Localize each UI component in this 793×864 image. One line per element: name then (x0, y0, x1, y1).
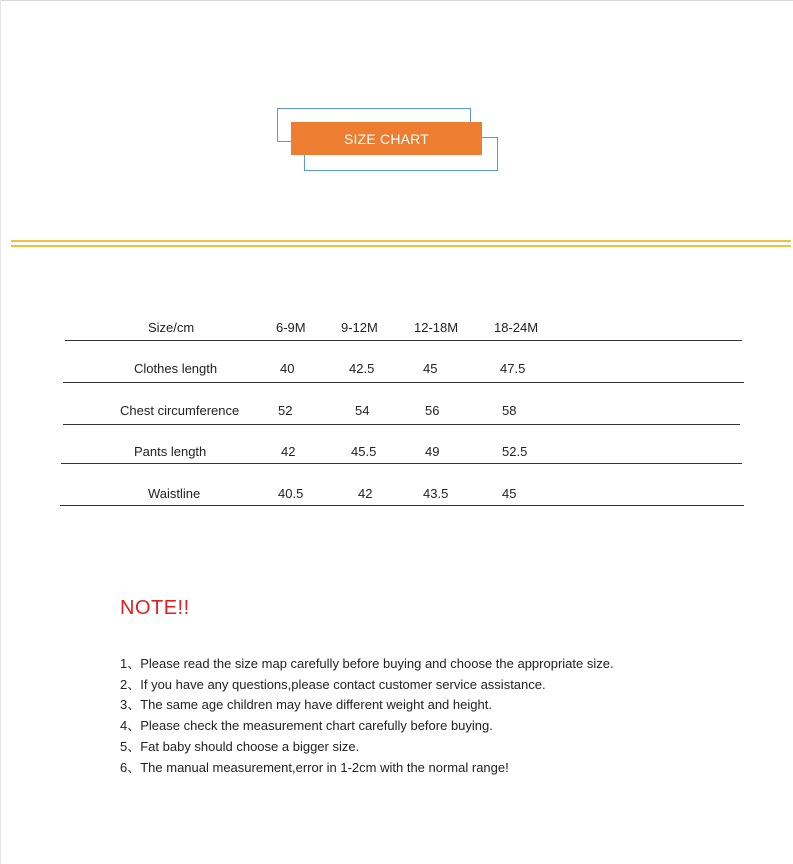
table-rule (61, 463, 742, 464)
table-cell: 42 (281, 444, 296, 459)
table-rule (65, 340, 742, 341)
size-chart-title: SIZE CHART (344, 130, 429, 147)
divider-line-top (11, 240, 791, 242)
note-item: 3、The same age children may have different weight and height. (120, 697, 492, 712)
page-left-border (0, 0, 1, 864)
table-header-label: Size/cm (148, 320, 195, 335)
table-cell: 42 (358, 486, 373, 501)
table-cell: 56 (425, 403, 440, 418)
table-header-size: 6-9M (276, 320, 306, 335)
note-title: NOTE!! (120, 597, 190, 619)
table-cell: 54 (355, 403, 370, 418)
table-row-label: Pants length (134, 444, 207, 459)
table-cell: 45 (502, 486, 517, 501)
size-chart-badge (291, 122, 482, 155)
table-cell: 40.5 (278, 486, 304, 501)
table-header-size: 12-18M (414, 320, 459, 335)
table-cell: 45.5 (351, 444, 377, 459)
table-cell: 49 (425, 444, 440, 459)
page-top-border (0, 0, 793, 1)
table-cell: 45 (423, 361, 438, 376)
double-divider (11, 240, 791, 249)
table-cell: 47.5 (500, 361, 526, 376)
table-cell: 40 (280, 361, 295, 376)
note-item: 5、Fat baby should choose a bigger size. (120, 739, 360, 754)
table-header-size: 9-12M (341, 320, 378, 335)
note-item: 1、Please read the size map carefully before buying and choose the appropriate size. (120, 656, 614, 671)
table-header-size: 18-24M (494, 320, 539, 335)
table-row-label: Chest circumference (120, 403, 240, 418)
table-cell: 43.5 (423, 486, 449, 501)
table-cell: 58 (502, 403, 517, 418)
table-cell: 52.5 (502, 444, 528, 459)
table-rule (60, 505, 744, 506)
note-item: 2、If you have any questions,please contact customer service assistance. (120, 677, 546, 692)
table-cell: 42.5 (349, 361, 375, 376)
table-rule (63, 382, 744, 383)
table-cell: 52 (278, 403, 293, 418)
divider-line-bottom (11, 245, 791, 247)
table-row-label: Waistline (148, 486, 201, 501)
table-rule (63, 424, 740, 425)
table-row-label: Clothes length (134, 361, 218, 376)
note-item: 4、Please check the measurement chart carefully before buying. (120, 718, 493, 733)
note-item: 6、The manual measurement,error in 1-2cm with the normal range! (120, 760, 509, 775)
